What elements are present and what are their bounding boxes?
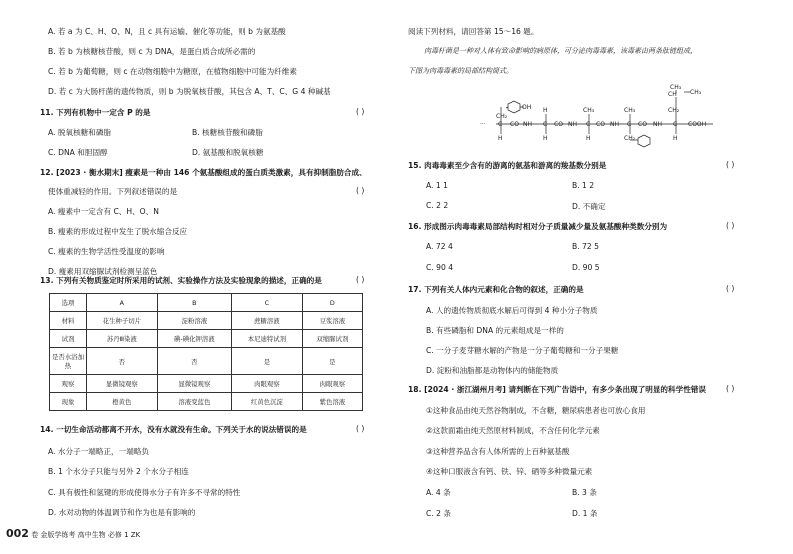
q11-answer-paren[interactable]: ( ) [356,107,365,116]
chain-start: ··· [480,121,486,128]
q18-stem: 18. [2024 · 浙江湖州月考] 请判断在下列广告语中，有多少条出现了明显的科学性错误 [408,385,706,394]
q15-option-c: C. 2 2 [426,201,449,210]
table-row [50,294,363,312]
q12-option-d: D. 瘦素用双缩脲试剂检测呈蓝色 [48,267,158,276]
table-row [50,312,363,330]
table-cell: 显微镜观察 [87,375,158,393]
table-cell: 显微镜观察 [157,375,231,393]
q16-option-b: B. 72 5 [572,242,599,251]
toxin-structure-diagram [478,82,738,152]
q11-option-b: B. 核糖核苷酸和磷脂 [192,128,263,137]
q12-option-a: A. 瘦素中一定含有 C、H、O、N [48,207,159,216]
group-co: CO [596,121,605,128]
q13-stem: 13. 下列有关物质鉴定时所采用的试剂、实验操作方法及实验现象的描述，正确的是 [40,276,322,285]
q16-option-a: A. 72 4 [426,242,453,251]
group-co: CO [554,121,563,128]
group-cooh: COOH [688,121,707,128]
group-nh: NH [523,121,532,128]
ch-label: CH [668,91,677,98]
q15-option-b: B. 1 2 [572,181,595,190]
table-cell: 溶液变蓝色 [157,393,231,411]
group-co: CO [510,121,519,128]
q13-table [49,293,363,411]
table-cell: 淀粉溶液 [157,312,231,330]
table-cell: 是 [232,348,303,375]
atom-h: H [543,135,548,142]
ch3-label: CH₃ [690,89,702,96]
q16-stem: 16. 形成图示肉毒毒素局部结构时相对分子质量减少量及氨基酸种类数分别为 [408,222,668,231]
table-cell: D [302,294,362,312]
page-footer [6,527,140,540]
q18-item-1: ①这种食品由纯天然谷物制成，不含糖，糖尿病患者也可放心食用 [426,406,646,415]
table-cell: 否 [87,348,158,375]
q15-stem: 15. 肉毒毒素至少含有的游离的氨基和游离的羧基数分别是 [408,161,607,170]
q18-option-c: C. 2 条 [426,509,451,518]
atom-h: H [498,135,503,142]
material-text-1: 肉毒杆菌是一种对人体有致命影响的病原体，可分泌肉毒毒素，该毒素由两条肽链组成， [424,47,697,55]
q15-option-d: D. 不确定 [572,202,606,211]
atom-c: C [627,121,632,128]
q14-option-d: D. 水对动物的体温调节和作为也是有影响的 [48,508,196,517]
ch2-label: CH₂ [668,107,680,114]
table-cell: 是否水浴加热 [50,348,87,375]
table-row [50,375,363,393]
q17-option-b: B. 有些磷脂和 DNA 的元素组成是一样的 [426,326,564,335]
ch2-label: CH₂ [624,135,636,142]
group-nh: NH [653,121,662,128]
atom-h: H [673,135,678,142]
q15-answer-paren[interactable]: ( ) [726,160,735,169]
q17-option-d: D. 淀粉和油脂都是动物体内的储能物质 [426,366,559,375]
material-intro: 阅读下列材料，请回答第 15～16 题。 [408,27,539,36]
atom-c: C [543,121,548,128]
q17-answer-paren[interactable]: ( ) [726,284,735,293]
q14-option-a: A. 水分子一端略正，一端略负 [48,447,150,456]
table-row [50,393,363,411]
q11-stem: 11. 下列有机物中一定含 P 的是 [40,108,151,117]
atom-h: H [586,135,591,142]
q11-option-d: D. 氨基酸和脱氧核糖 [192,148,264,157]
group-nh: NH [610,121,619,128]
table-cell: B [157,294,231,312]
table-cell: 红黄色沉淀 [232,393,303,411]
table-row [50,330,363,348]
oh-label: OH [522,104,532,111]
q18-answer-paren[interactable]: ( ) [726,384,735,393]
table-cell: 现象 [50,393,87,411]
table-cell: A [87,294,158,312]
q18-option-a: A. 4 条 [426,488,451,497]
group-co: CO [638,121,647,128]
page-number: 002 [6,527,29,540]
ch3-label: CH₃ [670,84,682,91]
table-cell: C [232,294,303,312]
table-cell: 豆浆溶液 [302,312,362,330]
table-cell: 苏丹Ⅲ染液 [87,330,158,348]
q14-option-b: B. 1 个水分子只能与另外 2 个水分子相连 [48,467,189,476]
atom-h: H [543,107,548,114]
table-cell: 碘-碘化钾溶液 [157,330,231,348]
q11-option-a: A. 脱氧核糖和磷脂 [48,128,112,137]
q17-stem: 17. 下列有关人体内元素和化合物的叙述，正确的是 [408,285,584,294]
ch3-label: CH₃ [624,107,636,114]
q16-answer-paren[interactable]: ( ) [726,221,735,230]
table-cell: 橙黄色 [87,393,158,411]
q15-option-a: A. 1 1 [426,181,448,190]
prev-option-d: D. 若 c 为大肠杆菌的遗传物质，则 b 为脱氧核苷酸，其包含 A、T、C、G 4 种碱基 [48,87,331,96]
table-cell: 双缩脲试剂 [302,330,362,348]
material-text-2: 下图为肉毒毒素的局部结构简式。 [408,67,513,75]
prev-option-c: C. 若 b 为葡萄糖，则 c 在动物细胞中为糖原，在植物细胞中可能为纤维素 [48,67,297,76]
q17-option-c: C. 一分子麦芽糖水解的产物是一分子葡萄糖和一分子果糖 [426,346,619,355]
footer-text: 卷 金版学练考 高中生物 必修 1 ZK [31,531,141,539]
q18-item-4: ④这种口服液含有钙、铁、锌、硒等多种微量元素 [426,467,593,476]
q13-answer-paren[interactable]: ( ) [356,275,365,284]
q11-option-c: C. DNA 和胆固醇 [48,148,108,157]
q17-option-a: A. 人的遗传物质彻底水解后可得到 4 种小分子物质 [426,306,598,315]
q12-answer-paren[interactable]: ( ) [356,186,365,195]
q16-option-d: D. 90 5 [572,263,600,272]
q16-option-c: C. 90 4 [426,263,454,272]
prev-option-b: B. 若 b 为核糖核苷酸，则 c 为 DNA，是蛋白质合成所必需的 [48,47,256,56]
ch3-label: CH₃ [583,107,595,114]
table-cell: 观察 [50,375,87,393]
q18-item-3: ③这种营养品含有人体所需的上百种氨基酸 [426,447,570,456]
q18-item-2: ②这款面霜由纯天然原材料制成，不含任何化学元素 [426,426,600,435]
q18-option-d: D. 1 条 [572,509,598,518]
table-cell: 肉眼观察 [232,375,303,393]
q12-option-b: B. 瘦素的形成过程中发生了脱水缩合反应 [48,227,188,236]
table-cell: 肉眼观察 [302,375,362,393]
atom-c: C [673,121,678,128]
table-cell: 是 [302,348,362,375]
q14-stem: 14. 一切生命活动都离不开水，没有水就没有生命。下列关于水的说法错误的是 [40,425,307,434]
table-cell: 材料 [50,312,87,330]
q12-option-c: C. 瘦素的生物学活性受温度的影响 [48,247,165,256]
table-cell: 否 [157,348,231,375]
q12-stem: 12. [2023 · 衡水期末] 瘦素是一种由 146 个氨基酸组成的蛋白质类激素，具有抑制脂肪合成、 [40,168,367,177]
table-cell: 蔗糖溶液 [232,312,303,330]
q18-option-b: B. 3 条 [572,488,597,497]
atom-c: C [498,121,503,128]
table-cell: 选项 [50,294,87,312]
prev-option-a: A. 若 a 为 C、H、O、N，且 c 具有运输、催化等功能，则 b 为氨基酸 [48,27,286,36]
atom-c: C [586,121,591,128]
table-cell: 本尼迪特试剂 [232,330,303,348]
table-cell: 紫色溶液 [302,393,362,411]
group-nh: NH [568,121,577,128]
q14-option-c: C. 具有极性和氢键的形成使得水分子有许多不寻常的特性 [48,488,241,497]
table-cell: 试剂 [50,330,87,348]
table-row [50,348,363,375]
q14-answer-paren[interactable]: ( ) [356,424,365,433]
table-cell: 花生种子切片 [87,312,158,330]
q12-stem-cont: 使体重减轻的作用。下列叙述错误的是 [48,187,178,196]
ch2-label: CH₂ [496,113,508,120]
